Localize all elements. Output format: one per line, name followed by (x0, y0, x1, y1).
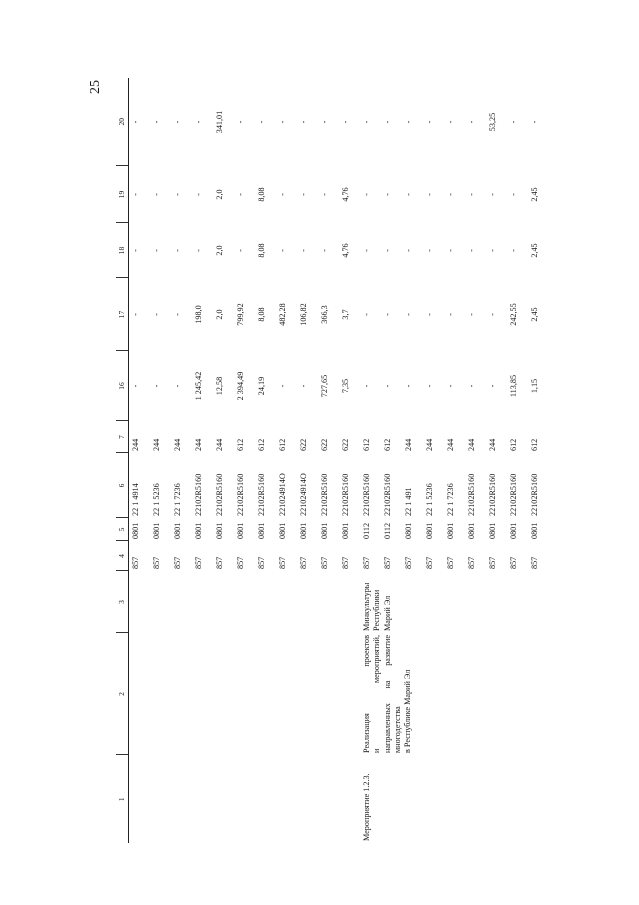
section-code: 0801 (404, 522, 413, 539)
column-header: 20 (116, 78, 129, 166)
target-article-code: 22 1 4914 (131, 483, 140, 516)
table-row (318, 78, 339, 843)
amount-col-19: 2,0 (215, 189, 224, 200)
chapter-code: 857 (383, 556, 392, 569)
agency-line: Минкультуры (362, 582, 371, 631)
amount-col-16: 24,19 (257, 376, 266, 396)
amount-col-18: - (194, 249, 203, 252)
table-row (234, 78, 255, 843)
target-article-code: 22102R5160 (341, 473, 350, 516)
chapter-code: 857 (215, 556, 224, 569)
column-header: 1 (116, 755, 129, 843)
amount-col-18: - (425, 249, 434, 252)
amount-col-18: - (488, 249, 497, 252)
budget-table-rotated (116, 78, 566, 843)
amount-col-19: - (320, 193, 329, 196)
expense-type-code: 622 (320, 438, 329, 451)
target-article-code: 22 1 7236 (446, 483, 455, 516)
section-code: 0801 (530, 522, 539, 539)
expense-type-code: 612 (509, 438, 518, 451)
target-article-code: 22102R5160 (488, 473, 497, 516)
chapter-code: 857 (404, 556, 413, 569)
amount-col-20: - (236, 120, 245, 124)
amount-col-19: - (488, 193, 497, 196)
amount-col-18: - (173, 249, 182, 252)
target-article-code: 22102R5160 (530, 473, 539, 516)
section-code: 0801 (173, 522, 182, 539)
measure-name-line: и мероприятий, (372, 635, 382, 753)
expense-type-code: 622 (299, 438, 308, 451)
amount-col-20: - (299, 120, 308, 124)
amount-col-19: 2,45 (530, 187, 539, 202)
amount-col-16: - (278, 384, 287, 388)
measure-name-line: Реализация проектов (362, 635, 371, 753)
amount-col-20: - (467, 120, 476, 124)
amount-col-17: 482,28 (278, 303, 287, 326)
section-code: 0801 (278, 522, 287, 539)
amount-col-20: 53,25 (488, 112, 497, 132)
measure-code: Мероприятие 1.2.3. (362, 773, 371, 841)
expense-type-code: 612 (383, 438, 392, 451)
amount-col-20: - (425, 120, 434, 124)
amount-col-17: 8,08 (257, 307, 266, 322)
agency-line: Марий Эл (382, 595, 392, 631)
chapter-code: 857 (362, 556, 371, 569)
expense-type-code: 612 (257, 438, 266, 451)
amount-col-17: 106,82 (299, 303, 308, 326)
table-row (360, 78, 381, 843)
chapter-code: 857 (152, 556, 161, 569)
amount-col-17: - (446, 313, 455, 316)
expense-type-code: 244 (425, 438, 434, 451)
amount-col-16: - (383, 384, 392, 388)
amount-col-20: - (278, 120, 287, 124)
section-code: 0801 (446, 522, 455, 539)
amount-col-20: - (530, 120, 539, 124)
chapter-code: 857 (257, 556, 266, 569)
section-code: 0801 (299, 522, 308, 539)
section-code: 0801 (194, 522, 203, 539)
amount-col-17: 366,3 (320, 305, 329, 324)
measure-name-line: направленных на развитие (382, 635, 392, 753)
amount-col-20: - (152, 120, 161, 124)
amount-col-16: 727,65 (320, 374, 329, 398)
amount-col-18: - (383, 249, 392, 252)
target-article-code: 22102R5160 (215, 473, 224, 516)
table-row (276, 78, 297, 843)
section-code: 0801 (215, 522, 224, 539)
amount-col-18: 2,0 (215, 245, 224, 256)
chapter-code: 857 (341, 556, 350, 569)
column-header: 17 (116, 278, 129, 351)
target-article-code: 221024914О (278, 473, 287, 516)
expense-type-code: 622 (341, 438, 350, 451)
column-header: 18 (116, 223, 129, 278)
target-article-code: 22102R5160 (383, 473, 392, 516)
expense-type-code: 244 (488, 438, 497, 451)
target-article-code: 22 1 5236 (425, 483, 434, 516)
section-code: 0801 (425, 522, 434, 539)
table-row (213, 78, 234, 843)
amount-col-16: - (362, 384, 371, 388)
amount-col-16: 2 394,49 (236, 371, 245, 401)
amount-col-19: - (404, 193, 413, 196)
amount-col-17: 2,0 (215, 309, 224, 320)
chapter-code: 857 (236, 556, 245, 569)
amount-col-19: - (194, 193, 203, 196)
table-row (297, 78, 318, 843)
expense-type-code: 612 (530, 438, 539, 451)
budget-table (116, 78, 549, 843)
column-header: 4 (116, 541, 129, 571)
measure-name-line: в Республике Марий Эл (403, 669, 412, 753)
amount-col-18: - (320, 249, 329, 252)
amount-col-19: - (446, 193, 455, 196)
amount-col-17: - (467, 313, 476, 316)
expense-type-code: 244 (467, 438, 476, 451)
amount-col-17: 799,92 (236, 303, 245, 326)
amount-col-16: 12,58 (215, 376, 224, 396)
amount-col-16: - (299, 384, 308, 388)
amount-col-20: - (509, 120, 518, 124)
chapter-code: 857 (320, 556, 329, 569)
amount-col-19: 8,08 (257, 187, 266, 202)
section-code: 0801 (257, 522, 266, 539)
chapter-code: 857 (425, 556, 434, 569)
column-header: 3 (116, 571, 129, 633)
amount-col-18: - (404, 249, 413, 252)
amount-col-16: 7,35 (341, 378, 350, 394)
amount-col-16: - (467, 384, 476, 388)
target-article-code: 22 1 5236 (152, 483, 161, 516)
amount-col-17: 2,45 (530, 307, 539, 322)
chapter-code: 857 (131, 556, 140, 569)
amount-col-18: - (446, 249, 455, 252)
table-header (116, 78, 129, 843)
amount-col-20: - (257, 120, 266, 124)
section-code: 0801 (488, 522, 497, 539)
amount-col-18: - (467, 249, 476, 252)
amount-col-17: 3,7 (341, 309, 350, 320)
amount-col-20: - (362, 120, 371, 124)
column-header: 5 (116, 518, 129, 541)
amount-col-17: - (404, 313, 413, 316)
column-header: 6 (116, 453, 129, 518)
amount-col-20: 341,01 (215, 110, 224, 134)
amount-col-16: - (425, 384, 434, 388)
amount-col-19: - (173, 193, 182, 196)
column-header: 16 (116, 351, 129, 421)
amount-col-19: - (131, 193, 140, 196)
column-header: 19 (116, 166, 129, 223)
amount-col-16: - (131, 384, 140, 388)
expense-type-code: 244 (152, 438, 161, 451)
chapter-code: 857 (530, 556, 539, 569)
amount-col-19: - (509, 193, 518, 196)
target-article-code: 22102R5160 (509, 473, 518, 516)
target-article-code: 22 1 491 (404, 487, 413, 516)
expense-type-code: 612 (278, 438, 287, 451)
column-header: 2 (116, 633, 129, 755)
table-row (129, 78, 151, 843)
amount-col-17: - (173, 313, 182, 316)
expense-type-code: 244 (131, 438, 140, 451)
amount-col-19: - (236, 193, 245, 196)
amount-col-18: 2,45 (530, 243, 539, 258)
amount-col-16: - (488, 384, 497, 388)
amount-col-16: 1 245,42 (194, 371, 203, 401)
amount-col-17: - (488, 313, 497, 316)
chapter-code: 857 (488, 556, 497, 569)
amount-col-17: - (152, 313, 161, 316)
responsible-agency (360, 571, 549, 633)
amount-col-18: - (278, 249, 287, 252)
amount-col-17: 242,55 (509, 303, 518, 326)
amount-col-17: - (383, 313, 392, 316)
chapter-code: 857 (194, 556, 203, 569)
measure-name-line: многодетства (392, 706, 402, 753)
table-row (339, 78, 360, 843)
target-article-code: 22102R5160 (194, 473, 203, 516)
target-article-code: 22102R5160 (362, 473, 371, 516)
amount-col-18: - (362, 249, 371, 252)
chapter-code: 857 (509, 556, 518, 569)
amount-col-20: - (341, 120, 350, 124)
agency-line: Республики (372, 589, 382, 631)
amount-col-18: - (299, 249, 308, 252)
target-article-code: 22 1 7236 (173, 483, 182, 516)
target-article-code: 22102R5160 (320, 473, 329, 516)
amount-col-18: - (131, 249, 140, 252)
section-code: 0801 (131, 522, 140, 539)
table-row (150, 78, 171, 843)
amount-col-16: - (173, 384, 182, 388)
amount-col-18: - (152, 249, 161, 252)
amount-col-17: - (362, 313, 371, 316)
chapter-code: 857 (467, 556, 476, 569)
section-code: 0801 (467, 522, 476, 539)
section-code: 0801 (341, 522, 350, 539)
amount-col-16: - (446, 384, 455, 388)
amount-col-20: - (446, 120, 455, 124)
amount-col-16: - (152, 384, 161, 388)
amount-col-18: 4,76 (341, 243, 350, 258)
amount-col-19: - (362, 193, 371, 196)
target-article-code: 221024914О (299, 473, 308, 516)
amount-col-17: - (425, 313, 434, 316)
amount-col-20: - (404, 120, 413, 124)
target-article-code: 22102R5160 (257, 473, 266, 516)
table-body (129, 78, 550, 843)
amount-col-16: 113,85 (509, 374, 518, 398)
expense-type-code: 612 (362, 438, 371, 451)
amount-col-16: 1,15 (530, 378, 539, 394)
amount-col-19: - (299, 193, 308, 196)
table-row (171, 78, 192, 843)
chapter-code: 857 (446, 556, 455, 569)
section-code: 0801 (152, 522, 161, 539)
page-number: 25 (88, 80, 103, 94)
table-row (192, 78, 213, 843)
expense-type-code: 244 (215, 438, 224, 451)
chapter-code: 857 (173, 556, 182, 569)
amount-col-19: - (425, 193, 434, 196)
measure-name (360, 633, 549, 755)
section-code: 0112 (383, 522, 392, 539)
target-article-code: 22102R5160 (467, 473, 476, 516)
section-code: 0801 (236, 522, 245, 539)
section-code: 0801 (320, 522, 329, 539)
expense-type-code: 612 (236, 438, 245, 451)
amount-col-20: - (173, 120, 182, 124)
expense-type-code: 244 (173, 438, 182, 451)
amount-col-17: 198,0 (194, 305, 203, 324)
amount-col-18: - (236, 249, 245, 252)
amount-col-16: - (404, 384, 413, 388)
section-code: 0801 (509, 522, 518, 539)
amount-col-18: 8,08 (257, 243, 266, 258)
expense-type-code: 244 (404, 438, 413, 451)
section-code: 0112 (362, 522, 371, 539)
amount-col-19: - (152, 193, 161, 196)
target-article-code: 22102R5160 (236, 473, 245, 516)
amount-col-19: - (467, 193, 476, 196)
column-header: 7 (116, 421, 129, 453)
table-row (255, 78, 276, 843)
amount-col-18: - (509, 249, 518, 252)
amount-col-17: - (131, 313, 140, 316)
amount-col-20: - (320, 120, 329, 124)
amount-col-20: - (383, 120, 392, 124)
amount-col-20: - (131, 120, 140, 124)
amount-col-19: - (383, 193, 392, 196)
expense-type-code: 244 (194, 438, 203, 451)
expense-type-code: 244 (446, 438, 455, 451)
amount-col-19: - (278, 193, 287, 196)
chapter-code: 857 (299, 556, 308, 569)
amount-col-20: - (194, 120, 203, 124)
chapter-code: 857 (278, 556, 287, 569)
amount-col-19: 4,76 (341, 187, 350, 202)
